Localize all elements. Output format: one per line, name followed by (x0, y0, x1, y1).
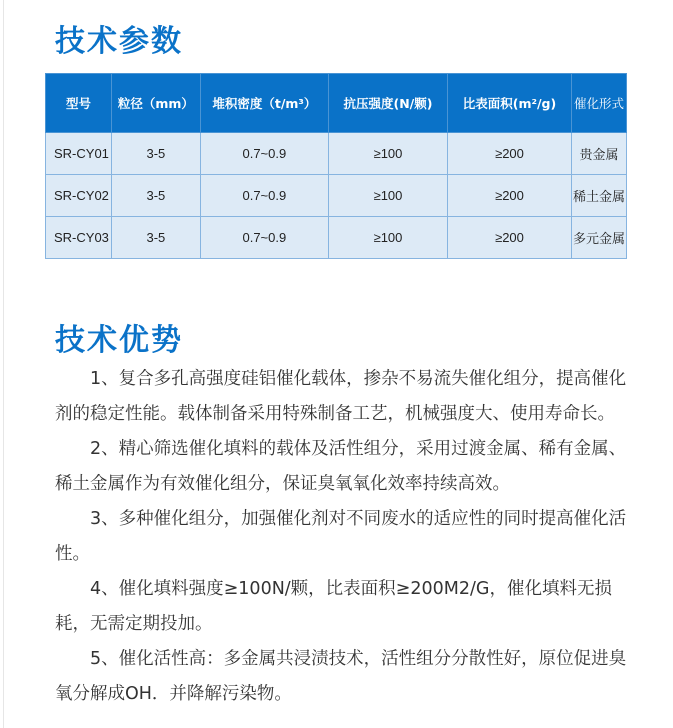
table-header-row (46, 74, 627, 133)
header-surface-area: 比表面积(m²/g) (447, 74, 571, 133)
cell-particle-size: 3-5 (112, 175, 201, 217)
cell-bulk-density: 0.7~0.9 (200, 217, 328, 259)
params-table (45, 73, 627, 259)
cell-model: SR-CY03 (46, 217, 112, 259)
header-catalyst-type: 催化形式 (571, 74, 626, 133)
advantage-item: 1、复合多孔高强度硅铝催化载体，掺杂不易流失催化组分，提高催化剂的稳定性能。载体制备采用特殊制备工艺，机械强度大、使用寿命长。 (55, 369, 627, 424)
table-row (46, 175, 627, 217)
header-particle-size: 粒径（mm） (112, 74, 201, 133)
cell-compressive-strength: ≥100 (328, 217, 447, 259)
advantage-item: 2、精心筛选催化填料的载体及活性组分，采用过渡金属、稀有金属、稀土金属作为有效催化组分，保证臭氧氧化效率持续高效。 (55, 439, 627, 494)
cell-catalyst-type: 稀土金属 (571, 175, 626, 217)
cell-bulk-density: 0.7~0.9 (200, 133, 328, 175)
header-compressive-strength: 抗压强度(N/颗) (328, 74, 447, 133)
cell-surface-area: ≥200 (447, 217, 571, 259)
page-left-border (3, 0, 4, 728)
cell-compressive-strength: ≥100 (328, 133, 447, 175)
cell-model: SR-CY02 (46, 175, 112, 217)
table-row (46, 217, 627, 259)
advantage-item: 4、催化填料强度≥100N/颗，比表面积≥200M2/G，催化填料无损耗，无需定期投加。 (55, 579, 612, 634)
table-row (46, 133, 627, 175)
cell-surface-area: ≥200 (447, 133, 571, 175)
cell-particle-size: 3-5 (112, 217, 201, 259)
cell-catalyst-type: 贵金属 (571, 133, 626, 175)
cell-catalyst-type: 多元金属 (571, 217, 626, 259)
header-model: 型号 (46, 74, 112, 133)
advantage-item: 3、多种催化组分，加强催化剂对不同废水的适应性的同时提高催化活性。 (55, 509, 627, 564)
section-title-advantages: 技术优势 (55, 323, 183, 358)
cell-model: SR-CY01 (46, 133, 112, 175)
advantage-item: 5、催化活性高：多金属共浸渍技术，活性组分分散性好，原位促进臭氧分解成OH．并降解污染物。 (55, 649, 627, 704)
cell-bulk-density: 0.7~0.9 (200, 175, 328, 217)
cell-surface-area: ≥200 (447, 175, 571, 217)
cell-particle-size: 3-5 (112, 133, 201, 175)
advantages-list (55, 362, 635, 712)
cell-compressive-strength: ≥100 (328, 175, 447, 217)
header-bulk-density: 堆积密度（t/m³） (200, 74, 328, 133)
section-title-params: 技术参数 (55, 24, 183, 59)
